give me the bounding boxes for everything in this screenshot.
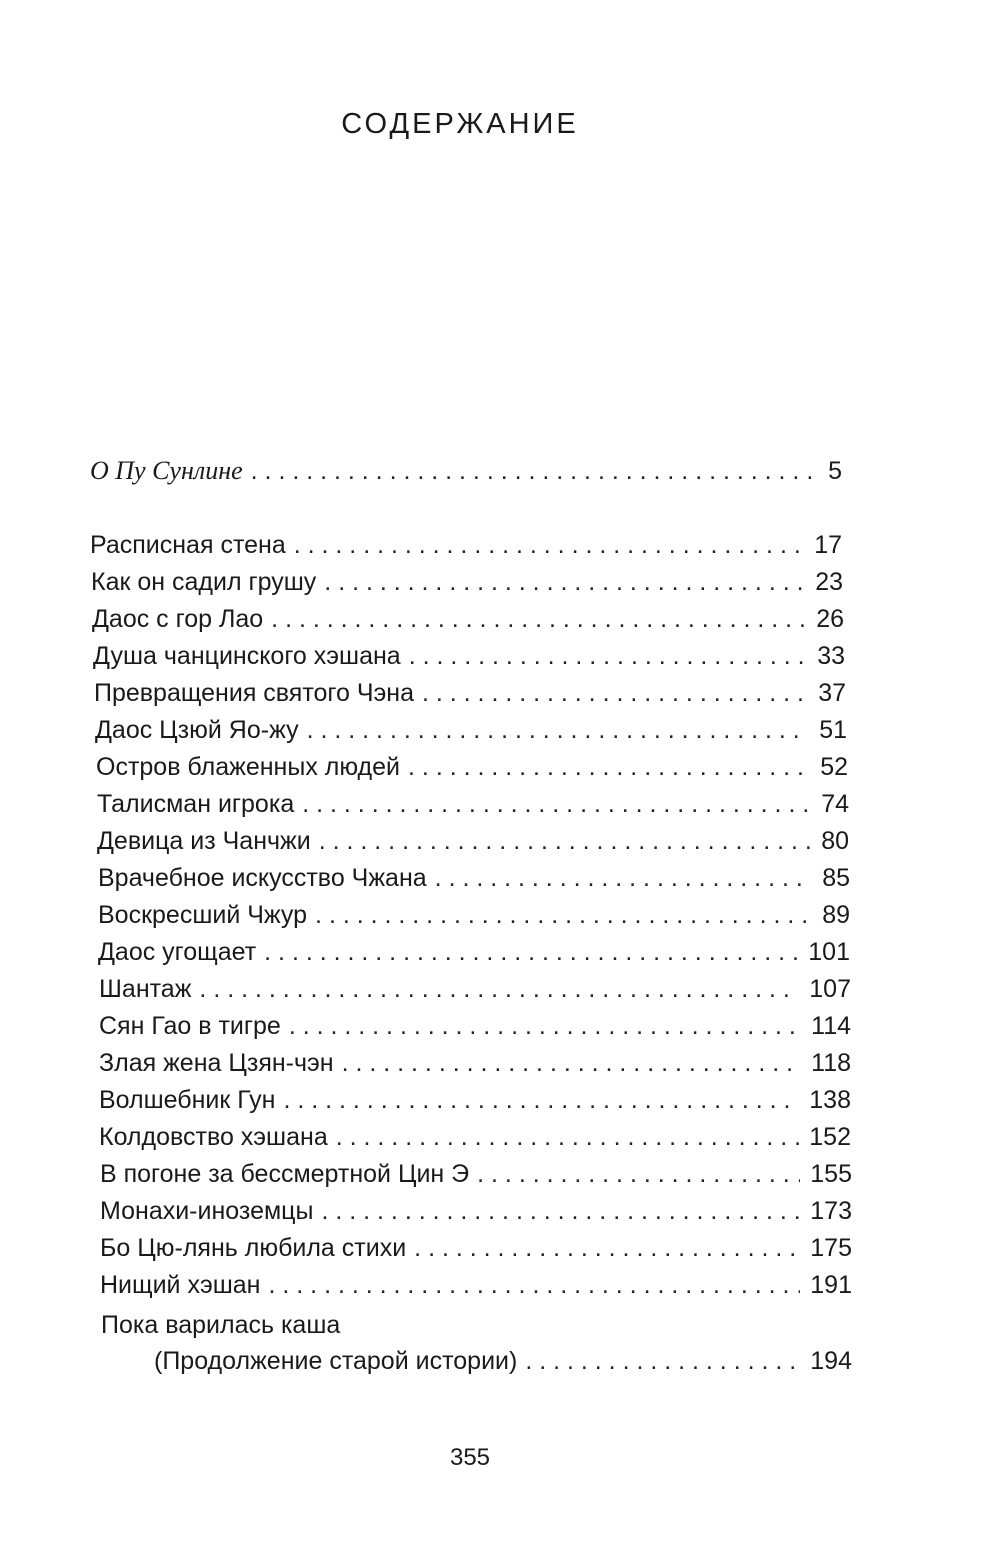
- toc-entry: [96, 752, 848, 782]
- toc-entry: [92, 604, 844, 634]
- toc-entry-page: 23: [815, 568, 843, 596]
- toc-entry-page: 80: [821, 827, 849, 855]
- toc-entry: [99, 974, 851, 1004]
- toc-entry-label: Волшебник Гун: [99, 1086, 276, 1114]
- dot-leader: [307, 715, 810, 745]
- dot-leader: [414, 1233, 800, 1263]
- toc-entry-page: 155: [810, 1160, 852, 1188]
- dot-leader: [269, 1270, 801, 1300]
- dot-leader: [289, 1011, 801, 1041]
- toc-entry: [97, 826, 849, 856]
- toc-entry: [94, 678, 846, 708]
- toc-entry-label: О Пу Сунлине: [90, 456, 243, 485]
- toc-entry-page: 152: [809, 1123, 851, 1151]
- toc-entry-page: 101: [808, 938, 850, 966]
- toc-entry-page: 118: [811, 1049, 851, 1077]
- dot-leader: [408, 752, 810, 782]
- dot-leader: [294, 530, 804, 560]
- toc-entry-page: 37: [818, 679, 846, 707]
- toc-entry-page: 89: [822, 901, 850, 929]
- dot-leader: [342, 1048, 802, 1078]
- toc-entry-label: Душа чанцинского хэшана: [93, 642, 401, 670]
- toc-entry-page: 51: [819, 716, 847, 744]
- toc-entry: [99, 1011, 851, 1041]
- toc-entry-intro: [90, 456, 842, 486]
- toc-entry-page: 33: [817, 642, 845, 670]
- toc-entry: [97, 789, 849, 819]
- toc-entry-label: Монахи-иноземцы: [100, 1197, 314, 1225]
- dot-leader: [435, 863, 813, 893]
- toc-entry-page: 173: [810, 1197, 852, 1225]
- dot-leader: [199, 974, 799, 1004]
- toc-entry: [91, 567, 843, 597]
- toc-entry-label: Воскресший Чжур: [98, 901, 308, 929]
- toc-entry-label: Девица из Чанчжи: [97, 827, 311, 855]
- toc-entry-label: (Продолжение старой истории): [154, 1347, 518, 1375]
- toc-entry-label: Даос Цзюй Яо-жу: [95, 716, 299, 744]
- toc-entry-label: Злая жена Цзян-чэн: [99, 1049, 334, 1077]
- toc-entry-label: Нищий хэшан: [100, 1271, 261, 1299]
- toc-entry: [98, 937, 850, 967]
- toc-entry-page: 107: [809, 975, 851, 1003]
- dot-leader: [283, 1085, 799, 1115]
- dot-leader: [315, 900, 812, 930]
- toc-entry-label: Врачебное искусство Чжана: [98, 864, 427, 892]
- toc-entry: [93, 641, 845, 671]
- toc-entry-page: 17: [814, 531, 842, 559]
- dot-leader: [324, 567, 805, 597]
- dot-leader: [302, 789, 811, 819]
- toc-entry-page: 191: [810, 1271, 852, 1299]
- toc-entry-label: Бо Цю-лянь любила стихи: [100, 1234, 407, 1262]
- toc-entry-label: Даос с гор Лао: [92, 605, 264, 633]
- toc-entry-label: Расписная стена: [90, 531, 286, 559]
- toc-entry: [95, 715, 847, 745]
- toc-entry-page: 114: [811, 1012, 851, 1040]
- toc-entry: [154, 1346, 852, 1376]
- toc-entry-page: 194: [810, 1347, 852, 1375]
- page-number: 355: [449, 1444, 491, 1471]
- dot-leader: [477, 1159, 800, 1189]
- toc-entry-label: В погоне за бессмертной Цин Э: [100, 1160, 470, 1188]
- dot-leader: [271, 604, 806, 634]
- toc-entry-label-line1: Пока варилась каша: [101, 1311, 341, 1339]
- toc-entry: [98, 900, 850, 930]
- toc-entry: [98, 863, 850, 893]
- page-title: СОДЕРЖАНИЕ: [341, 108, 579, 140]
- toc-entry: [99, 1122, 851, 1152]
- toc-entry-label: Сян Гао в тигре: [99, 1012, 281, 1040]
- toc-entry-label: Талисман игрока: [97, 790, 295, 818]
- toc-entry-label: Даос угощает: [98, 938, 257, 966]
- toc-entry: [99, 1048, 851, 1078]
- dot-leader: [264, 937, 798, 967]
- toc-entry-page: 52: [820, 753, 848, 781]
- toc-entry-label: Остров блаженных людей: [96, 753, 401, 781]
- toc-entry-label: Превращения святого Чэна: [94, 679, 414, 707]
- toc-entry-page: 175: [810, 1234, 852, 1262]
- toc-entry: [100, 1270, 852, 1300]
- toc-entry: [90, 530, 842, 560]
- toc-entry-label: Колдовство хэшана: [99, 1123, 328, 1151]
- toc-entry-label: Как он садил грушу: [91, 568, 317, 596]
- toc-entry-page: 5: [828, 457, 842, 485]
- toc-entry: [100, 1233, 852, 1263]
- toc-entry-page: 85: [822, 864, 850, 892]
- dot-leader: [321, 1196, 800, 1226]
- toc-entry-label: Шантаж: [99, 975, 192, 1003]
- dot-leader: [525, 1346, 800, 1376]
- toc-entry: [99, 1085, 851, 1115]
- toc-entry: [100, 1159, 852, 1189]
- dot-leader: [422, 678, 808, 708]
- dot-leader: [336, 1122, 800, 1152]
- toc-entry-page: 26: [816, 605, 844, 633]
- toc-entry: [100, 1196, 852, 1226]
- dot-leader: [251, 456, 818, 486]
- toc-entry-page: 74: [821, 790, 849, 818]
- dot-leader: [409, 641, 808, 671]
- toc-entry-page: 138: [809, 1086, 851, 1114]
- dot-leader: [319, 826, 811, 856]
